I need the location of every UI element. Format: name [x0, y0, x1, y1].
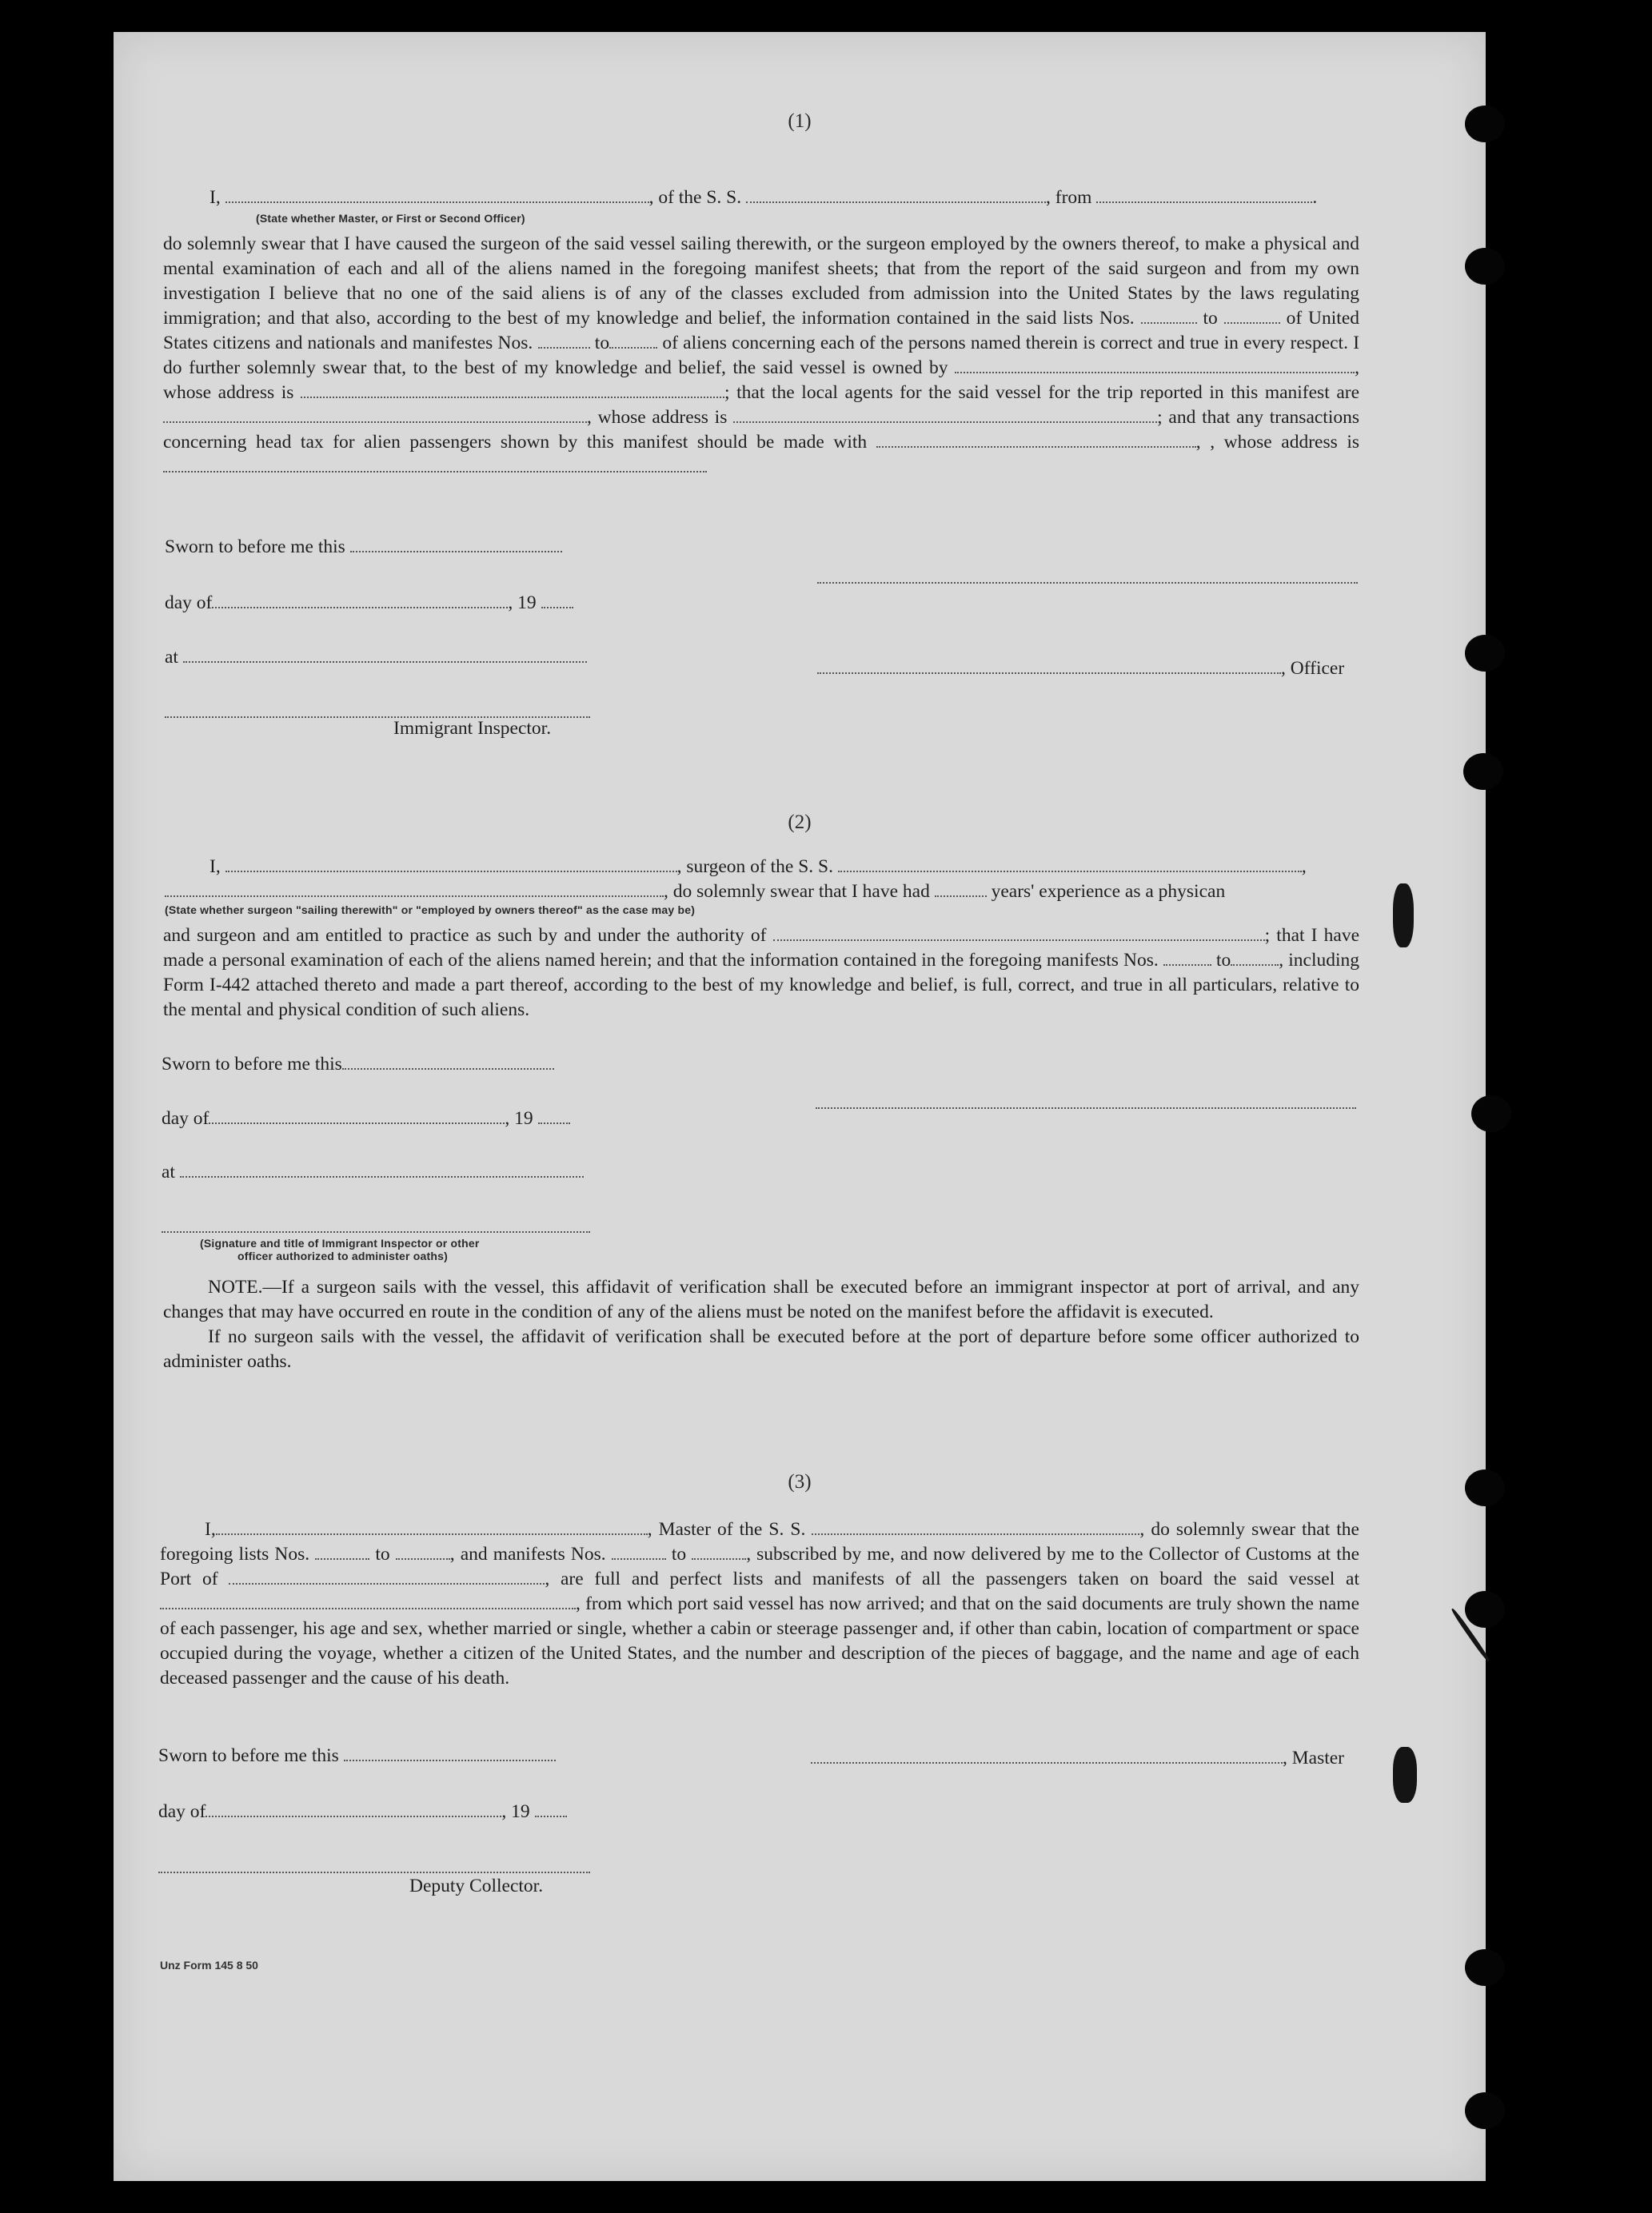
- master-manifests-to-field[interactable]: [692, 1543, 746, 1560]
- master-signature-field[interactable]: [811, 1747, 1283, 1764]
- manifests-from-field[interactable]: [538, 332, 590, 349]
- note-paragraph-2: If no surgeon sails with the vessel, the affidavit of verification shall be executed before at the port of departure before some officer authorized to administer oaths.: [163, 1326, 1359, 1372]
- lists-from-field[interactable]: [1141, 307, 1197, 324]
- section-1-text-a: do solemnly swear that I have caused the surgeon of the said vessel sailing therewith, or the surgeon employed by the owners thereof, to make a physical and mental examination of each and all of the aliens named in the foregoing manifest sheets; that from the report of the said surgeon and from my own investigation I believe that no one of the said aliens is of any of the classes excluded from admission into the United States by the laws regulating immigration; and that also, according to the best of my knowledge and belief, the information contained in the said lists Nos.: [163, 233, 1359, 329]
- surgeon-of-label: , surgeon of the S. S.: [676, 855, 833, 877]
- section-1-text-e: ; and that any transactions concerning head tax for alien passengers shown by this manifest should be made with: [163, 407, 1360, 453]
- section-2-sworn-line: [162, 1053, 554, 1075]
- signature-hint-1: (Signature and title of Immigrant Inspector or other: [200, 1237, 480, 1250]
- comma: ,: [1301, 855, 1307, 877]
- section-2-body: [163, 923, 1359, 1023]
- section-3-text-d: , are full and perfect lists and manifests of all the passengers taken on board the said vessel at: [545, 1569, 1359, 1589]
- section-3-text-e: , from which port said vessel has now arrived; and that on the said documents are truly shown the name of each passenger, his age and sex, whether married or single, whether a cabin or steerage passenger and, if other than cabin, location of compartment or space occupied during the voyage, whether a citizen of the United States, and the number and description of the pieces of baggage, and the name and age of each deceased passenger and the cause of his death.: [160, 1593, 1359, 1689]
- section-1-day-line: [165, 592, 573, 614]
- section-3-text-b: , and manifests Nos.: [449, 1544, 606, 1565]
- boarding-port-field[interactable]: [160, 1593, 576, 1609]
- surgeon-name-field[interactable]: [225, 855, 677, 872]
- section-1-to-1: to: [1203, 308, 1218, 329]
- day-month-field-3[interactable]: [206, 1800, 501, 1817]
- surgeon-signature-line[interactable]: [816, 1107, 1356, 1109]
- section-3-i: I,: [205, 1519, 216, 1540]
- customs-port-field[interactable]: [229, 1568, 545, 1585]
- owner-address-label: , whose address is: [163, 357, 1360, 403]
- year-label-2: , 19: [505, 1107, 533, 1129]
- year-label-3: , 19: [501, 1800, 530, 1822]
- punch-hole: [1465, 248, 1505, 285]
- years-label: years' experience as a physican: [991, 880, 1226, 902]
- master-name-field[interactable]: [216, 1518, 648, 1535]
- punch-hole: [1465, 2092, 1505, 2129]
- section-2-number: (2): [788, 811, 812, 833]
- section-2-day-line: [162, 1107, 570, 1130]
- collector-signature-line[interactable]: [158, 1872, 590, 1873]
- at-label-2: at: [162, 1161, 175, 1182]
- form-page: [114, 32, 1486, 2181]
- sworn-date-field[interactable]: [350, 536, 562, 552]
- form-number: Unz Form 145 8 50: [160, 1959, 258, 1972]
- line-end-period: .: [1312, 186, 1318, 208]
- section-1-text-d: ; that the local agents for the said vessel for the trip reported in this manifest are: [724, 382, 1360, 403]
- from-label: , from: [1046, 186, 1092, 208]
- master-label: , Master: [1283, 1747, 1345, 1768]
- at-label: at: [165, 646, 178, 668]
- authority-field[interactable]: [773, 924, 1265, 941]
- punch-hole: [1471, 1095, 1511, 1132]
- at-place-field-2[interactable]: [180, 1161, 584, 1178]
- section-2-text-b: ; that I have made a personal examination of each of the aliens named herein; and that the information contained in the foregoing manifests Nos.: [163, 925, 1360, 971]
- sworn-date-field-2[interactable]: [342, 1053, 554, 1070]
- officer-hint: (State whether Master, or First or Second Officer): [256, 212, 525, 225]
- surgeon-manifests-from-field[interactable]: [1163, 949, 1211, 966]
- signature-hint-2: officer authorized to administer oaths): [237, 1250, 448, 1262]
- from-port-field[interactable]: [1096, 186, 1312, 203]
- officer-title-field[interactable]: [817, 657, 1281, 674]
- head-tax-address-label: , whose address is: [1210, 432, 1360, 453]
- section-2-to: to: [1215, 950, 1231, 971]
- owner-address-field[interactable]: [301, 381, 724, 398]
- ink-blot: [1393, 883, 1414, 947]
- punch-hole: [1465, 1591, 1505, 1628]
- lists-to-field[interactable]: [1224, 307, 1280, 324]
- agents-address-field[interactable]: [733, 406, 1157, 423]
- section-3-text-a: , do solemnly swear that the foregoing lists Nos.: [160, 1519, 1359, 1565]
- day-of-label-2: day of: [162, 1107, 209, 1129]
- sworn-label-3: Sworn to before me this: [158, 1744, 339, 1766]
- section-3-text-c: , subscribed by me, and now delivered by me to the Collector of Customs at the Port of: [160, 1544, 1360, 1589]
- section-1-i: I,: [209, 186, 221, 208]
- day-month-field-2[interactable]: [209, 1107, 505, 1124]
- had-label: , do solemnly swear that I have had: [664, 880, 930, 902]
- punch-hole: [1463, 753, 1503, 790]
- section-2-i: I,: [209, 855, 221, 877]
- surgeon-status-field[interactable]: [165, 880, 664, 897]
- section-2-opening-line: [209, 855, 1307, 878]
- section-1-text-c: of aliens concerning each of the persons named therein is correct and true in every respect. I do further solemnly swear that, to the best of my knowledge and belief, the said vessel is owned by: [163, 333, 1360, 378]
- section-3-to-1: to: [375, 1544, 390, 1565]
- section-2-text-c: , including Form I-442 attached thereto and made a part thereof, according to the best of my knowledge and belief, is full, correct, and true in all particulars, relative to the mental and physical condition of such aliens.: [163, 950, 1359, 1020]
- head-tax-agent-field[interactable]: [876, 431, 1196, 448]
- officer-label: , Officer: [1281, 657, 1345, 679]
- master-manifests-from-field[interactable]: [612, 1543, 666, 1560]
- year-label: , 19: [508, 592, 537, 613]
- master-signature-line: [811, 1747, 1344, 1769]
- punch-hole: [1465, 1469, 1505, 1506]
- year-field-3[interactable]: [535, 1800, 567, 1817]
- section-1-body: do solemnly swear that I have caused the surgeon of the said vessel sailing therewith, or the surgeon employed by the owners thereof, to make a physical and mental examination of each and all of the aliens named in the foregoing manifest sheets; that from the report of the said surgeon and from my own investigation I believe that no one of the said aliens is of any of the classes excluded from admission into the United States by the laws regulating immigration; and that also, according to the best of my knowledge and belief, the information contained in the said lists Nos. to of United States citizens and nationals and manifestes Nos. to of aliens concerning each of the persons named therein is correct and true in every respect. I do further solemnly swear that, to the best of my knowledge and belief, the said vessel is owned by , whose address is ; that the local agents for the said vessel for the trip reported in this manifest are , whose address is ; and that any transactions concerning head tax for alien passengers shown by this manifest should be made with , , whose address is: [163, 232, 1359, 480]
- section-1-at-line: [165, 646, 587, 668]
- section-1-number: (1): [788, 110, 812, 132]
- ink-blot: [1393, 1747, 1417, 1803]
- master-lists-from-field[interactable]: [315, 1543, 369, 1560]
- manifests-to-field[interactable]: [609, 332, 657, 349]
- master-of-label: , Master of the S. S.: [647, 1519, 806, 1540]
- surgeon-manifests-to-field[interactable]: [1231, 949, 1279, 966]
- agents-address-label: , whose address is: [587, 407, 728, 428]
- punch-hole: [1465, 635, 1505, 672]
- years-field[interactable]: [935, 880, 987, 897]
- section-2-at-line: [162, 1161, 584, 1183]
- section-1-to-2: to: [594, 333, 610, 353]
- local-agents-field[interactable]: [163, 406, 587, 423]
- collector-label: Deputy Collector.: [409, 1876, 544, 1896]
- section-3-sworn-line: [158, 1744, 556, 1767]
- surgeon-hint: (State whether surgeon "sailing therewith" or "employed by owners thereof" as the case may be): [165, 903, 696, 916]
- day-of-label: day of: [165, 592, 213, 613]
- surgeon-vessel-field[interactable]: [838, 855, 1302, 872]
- master-vessel-field[interactable]: [812, 1518, 1139, 1535]
- punch-hole: [1465, 1949, 1505, 1986]
- officer-title-line: [817, 657, 1344, 680]
- section-3-body: [160, 1517, 1359, 1691]
- section-1-text-b: of United States citizens and nationals and manifestes Nos.: [163, 308, 1360, 353]
- section-2-text-a: and surgeon and am entitled to practice as such by and under the authority of: [163, 925, 767, 946]
- section-3-to-2: to: [671, 1544, 687, 1565]
- head-tax-address-field[interactable]: [163, 456, 707, 473]
- sworn-label-2: Sworn to before me this: [162, 1053, 342, 1075]
- owner-field[interactable]: [955, 357, 1355, 373]
- administering-officer-signature-line[interactable]: [162, 1231, 590, 1233]
- year-field-2[interactable]: [538, 1107, 570, 1124]
- master-lists-to-field[interactable]: [396, 1543, 450, 1560]
- officer-name-field[interactable]: [225, 186, 649, 203]
- note-paragraph-1: NOTE.—If a surgeon sails with the vessel, this affidavit of verification shall be executed before an immigrant inspector at port of arrival, and any changes that may have occurred en route in the condition of any of the aliens must be noted on the manifest before the affidavit is executed.: [163, 1277, 1359, 1322]
- sworn-date-field-3[interactable]: [344, 1744, 556, 1761]
- punch-hole: [1465, 106, 1505, 142]
- year-field[interactable]: [541, 592, 573, 608]
- note-block: [163, 1275, 1359, 1374]
- at-place-field[interactable]: [183, 646, 587, 663]
- day-month-field[interactable]: [212, 592, 508, 608]
- section-3-day-line: [158, 1800, 567, 1823]
- sworn-label: Sworn to before me this: [165, 536, 345, 557]
- section-3-number: (3): [788, 1471, 812, 1493]
- of-ss-label: , of the S. S.: [648, 186, 742, 208]
- day-of-label-3: day of: [158, 1800, 206, 1822]
- inspector-label: Immigrant Inspector.: [393, 718, 552, 739]
- section-1-sworn-line: [165, 536, 562, 558]
- officer-signature-line[interactable]: [817, 582, 1358, 584]
- vessel-name-field[interactable]: [746, 186, 1046, 203]
- section-1-opening-line: [209, 186, 1317, 209]
- section-2-years-line: [165, 880, 1225, 903]
